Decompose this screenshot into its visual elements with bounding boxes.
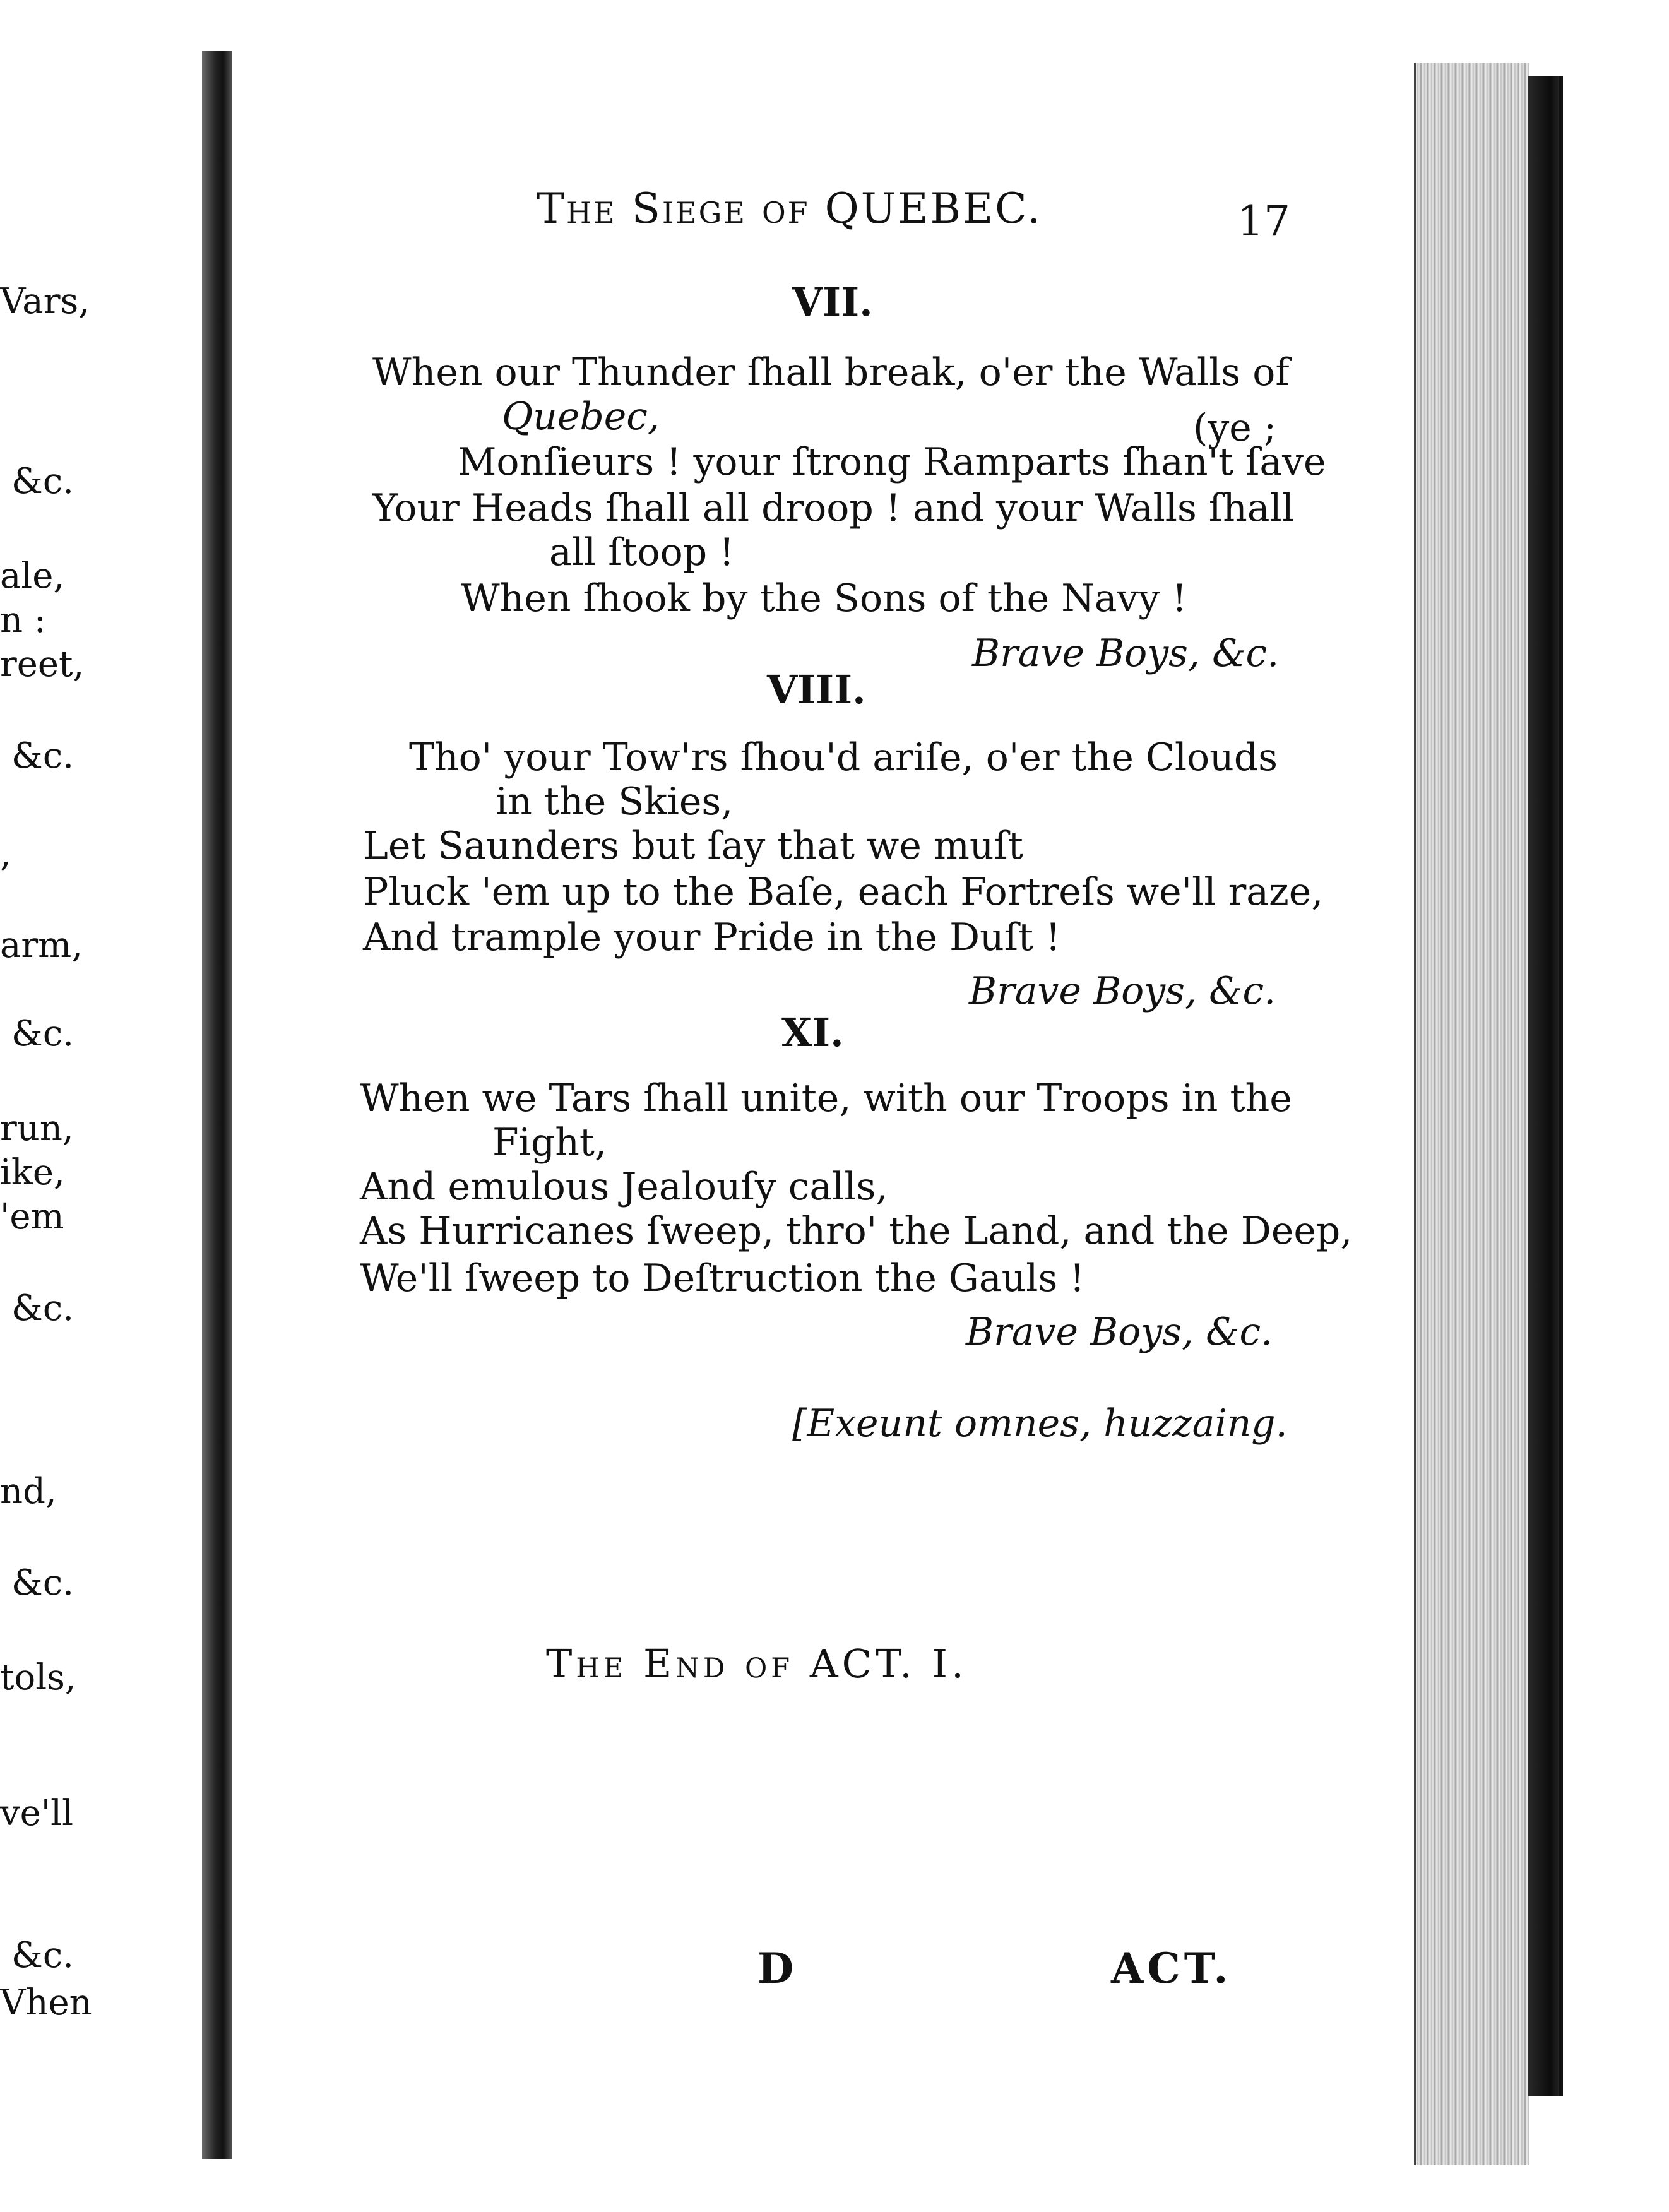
cover-board	[1559, 76, 1626, 2096]
book-gutter	[202, 51, 232, 2159]
verse-line: (ye ;	[1193, 406, 1277, 450]
verse-line: When our Thunder ſhall break, o'er the Walls of	[372, 350, 1290, 395]
end-of-act: The End of ACT. I.	[546, 1641, 968, 1687]
verse-line: all ſtoop !	[549, 530, 735, 574]
stanza-number: VII.	[792, 279, 873, 325]
signature-mark: D	[757, 1944, 794, 1993]
verse-line: Your Heads ſhall all droop ! and your Walls ſhall	[372, 486, 1294, 530]
catchword: ACT.	[1111, 1944, 1232, 1993]
left-fragment: ,	[0, 833, 11, 874]
refrain: Brave Boys, &c.	[972, 631, 1280, 675]
verse-line: Quebec,	[502, 395, 660, 439]
left-fragment: &c.	[11, 1288, 74, 1329]
stanza-number: XI.	[781, 1009, 844, 1055]
verse-line: Monſieurs ! your ſtrong Ramparts ſhan't ſave	[458, 440, 1326, 484]
left-fragment: &c.	[11, 1562, 74, 1603]
verse-line: As Hurricanes ſweep, thro' the Land, and the Deep,	[360, 1209, 1353, 1253]
stage-direction-text: [Exeunt omnes, huzzaing.	[792, 1401, 1288, 1446]
verse-line: When ſhook by the Sons of the Navy !	[461, 576, 1187, 621]
left-fragment: run,	[0, 1108, 74, 1149]
left-fragment: ve'll	[0, 1793, 73, 1834]
left-fragment: Vhen	[0, 1982, 92, 2023]
left-fragment: tols,	[0, 1657, 76, 1698]
left-fragment: 'em	[0, 1196, 64, 1237]
verse-line: And trample your Pride in the Duſt !	[363, 915, 1061, 960]
verse-line: When we Tars ſhall unite, with our Troops in the	[360, 1076, 1292, 1121]
verse-line: Pluck 'em up to the Baſe, each Fortreſs we'll raze,	[363, 870, 1324, 914]
page-number: 17	[1237, 197, 1290, 246]
verse-line: We'll ſweep to Deſtruction the Gauls !	[360, 1256, 1085, 1300]
refrain: Brave Boys, &c.	[966, 1310, 1273, 1354]
verse-line: Tho' your Tow'rs ſhou'd ariſe, o'er the Clouds	[409, 735, 1278, 780]
left-fragment: nd,	[0, 1471, 57, 1512]
running-head: The Siege of QUEBEC.	[537, 184, 1043, 233]
left-fragment: &c.	[11, 735, 74, 776]
left-fragment: &c.	[11, 1013, 74, 1054]
left-fragment: reet,	[0, 644, 85, 685]
verse-line: Fight,	[492, 1121, 607, 1165]
verse-line: in the Skies,	[496, 780, 734, 824]
stanza-number: VIII.	[767, 667, 866, 713]
page-edges	[1414, 63, 1529, 2165]
left-fragment: n :	[0, 600, 46, 641]
left-fragment: &c.	[11, 1935, 74, 1976]
stage-direction	[792, 1401, 1288, 1446]
verse-line: And emulous Jealouſy calls,	[360, 1165, 888, 1209]
verse-line: Let Saunders but ſay that we muſt	[363, 824, 1023, 868]
left-fragment: ale,	[0, 556, 65, 597]
left-fragment: Vars,	[0, 281, 90, 322]
refrain: Brave Boys, &c.	[969, 969, 1276, 1013]
left-fragment: arm,	[0, 925, 83, 966]
left-fragment: ike,	[0, 1152, 65, 1193]
left-fragment: &c.	[11, 461, 74, 502]
